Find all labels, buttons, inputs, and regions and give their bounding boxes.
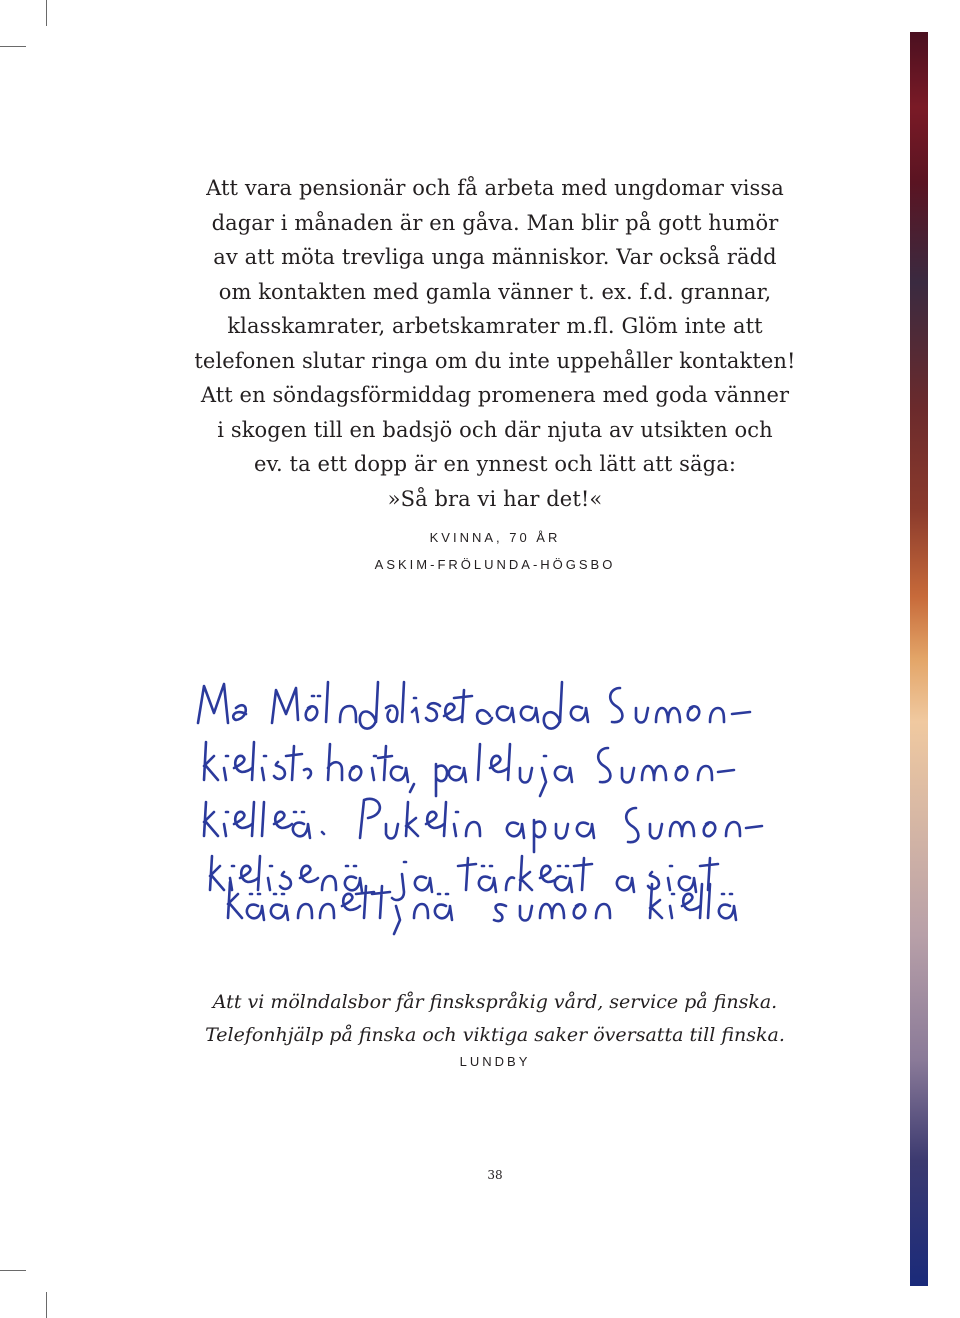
translation-text: [150, 986, 840, 1052]
translation-line: Telefonhjälp på finska och viktiga saker översatta till finska.: [205, 1024, 785, 1046]
quote-line: om kontakten med gamla vänner t. ex. f.d. grannar,: [218, 279, 772, 304]
quote-line: ev. ta ett dopp är en ynnest och lätt att säga:: [253, 452, 736, 476]
crop-mark: [46, 0, 47, 26]
page-number: 38: [487, 1168, 503, 1182]
quote-line: dagar i månaden är en gåva. Man blir på gott humör: [211, 210, 779, 235]
attribution-author: KVINNA, 70 ÅR: [429, 530, 561, 545]
quote-line: i skogen till en badsjö och där njuta av utsikten och: [217, 417, 773, 442]
quote-text: [150, 171, 840, 516]
attribution-location: LUNDBY: [459, 1054, 531, 1069]
handwriting-image: [190, 668, 800, 938]
attribution-location: ASKIM-FRÖLUNDA-HÖGSBO: [374, 557, 616, 572]
quote-line: av att möta trevliga unga människor. Var också rädd: [213, 245, 777, 269]
crop-mark: [46, 1292, 47, 1318]
translation-line: Att vi mölndalsbor får finskspråkig vård, service på finska.: [212, 991, 778, 1013]
handwritten-note: [190, 668, 800, 938]
crop-mark: [0, 46, 26, 47]
quote-line: »Så bra vi har det!«: [387, 486, 603, 511]
quote-line: Att en söndagsförmiddag promenera med goda vänner: [200, 383, 790, 407]
quote-line: telefonen slutar ringa om du inte uppehåller kontakten!: [194, 348, 796, 373]
quote-line: klasskamrater, arbetskamrater m.fl. Glöm inte att: [227, 314, 763, 338]
quote-line: Att vara pensionär och få arbeta med ungdomar vissa: [206, 176, 784, 200]
adjacent-page-photo-strip: [910, 32, 928, 1286]
crop-mark: [0, 1270, 26, 1271]
